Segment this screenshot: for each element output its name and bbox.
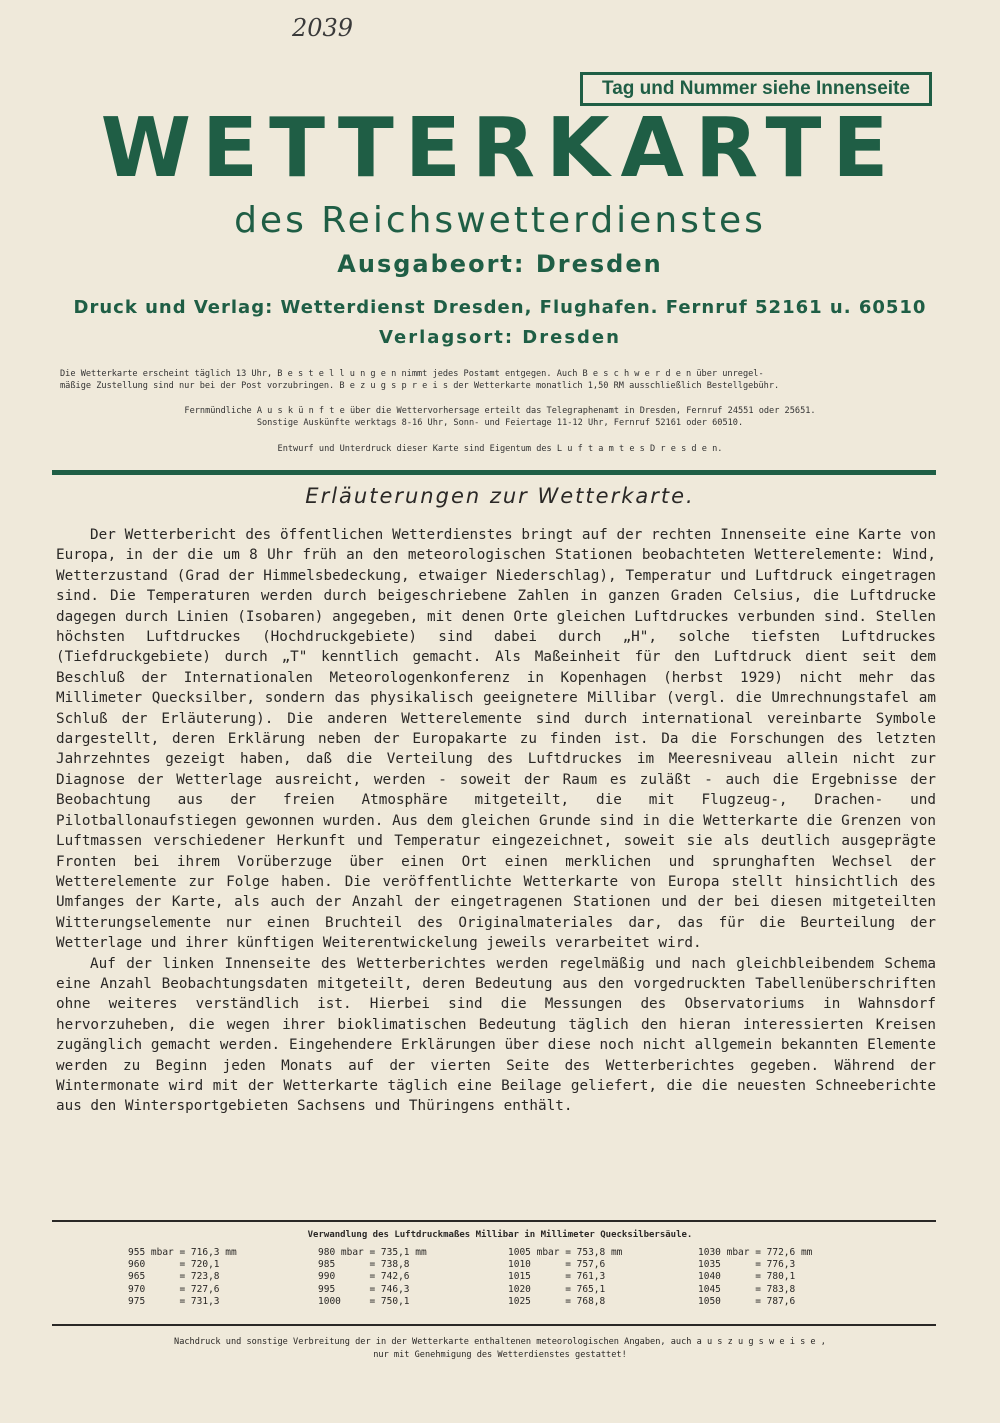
info-line: Fernmündliche A u s k ü n f t e über die Wettervorhersage erteilt das Telegraphenamt in Dresden, Fernruf 24551 oder 25651.	[184, 406, 816, 416]
conversion-row: 1045 = 783,8	[698, 1283, 796, 1295]
info-block-ownership	[60, 443, 940, 455]
conversion-row: 960 = 720,1	[128, 1259, 220, 1271]
conversion-row: 1000 = 750,1	[318, 1295, 410, 1307]
explanation-title: Erläuterungen zur Wetterkarte.	[305, 484, 695, 508]
publisher-line: Druck und Verlag: Wetterdienst Dresden, Flughafen. Fernruf 52161 u. 60510	[73, 297, 927, 318]
conversion-row: 980 mbar = 735,1 mm	[318, 1247, 427, 1258]
paragraph: Auf der linken Innenseite des Wetterberichtes werden regelmäßig und nach gleichbleibendem Schema eine Anzahl Beobachtungsdaten mitgeteilt, deren Bedeutung aus den vorgedruckten Tabellenüberschriften ohne weiteres verständlich ist. Hierbei sind die Messungen des Observatoriums in Wahnsdorf hervorzuheben, die wegen ihrer bioklimatischen Bedeutung täglich den hieran interessierten Kreisen zugänglich gemacht werden. Eingehendere Erklärungen über diese noch nicht allgemein bekannten Elemente werden zu Beginn jeden Monats auf der vierten Seite des Wetterberichtes gegeben. Während der Wintermonate wird mit der Wetterkarte täglich eine Beilage geliefert, die die neuesten Schneeberichte aus den Wintersportgebieten Sachsens und Thüringens enthält.	[56, 955, 936, 1115]
conversion-title: Verwandlung des Luftdruckmaßes Millibar in Millimeter Quecksilbersäule.	[307, 1230, 693, 1240]
footer-notice	[60, 1336, 940, 1362]
conversion-row: 1010 = 757,6	[508, 1259, 606, 1271]
conversion-column	[318, 1247, 508, 1308]
info-line: Entwurf und Unterdruck dieser Karte sind Eigentum des L u f t a m t e s D r e s d e n.	[277, 444, 723, 454]
conversion-row: 1030 mbar = 772,6 mm	[698, 1247, 813, 1258]
explanation-body	[56, 525, 936, 1117]
conversion-row: 1005 mbar = 753,8 mm	[508, 1247, 623, 1258]
conversion-column	[128, 1247, 318, 1308]
info-block-inquiries	[60, 405, 940, 429]
conversion-row: 965 = 723,8	[128, 1271, 220, 1283]
handwritten-number: 2039	[292, 14, 354, 42]
conversion-row: 995 = 746,3	[318, 1283, 410, 1295]
table-divider-bottom	[52, 1324, 936, 1326]
tag-number-box: Tag und Nummer siehe Innenseite	[580, 72, 932, 106]
info-line: Sonstige Auskünfte werktags 8-16 Uhr, Sonn- und Feiertage 11-12 Uhr, Fernruf 52161 oder 60510.	[256, 418, 744, 428]
conversion-row: 955 mbar = 716,3 mm	[128, 1247, 237, 1258]
conversion-column	[698, 1247, 888, 1308]
conversion-row: 1020 = 765,1	[508, 1283, 606, 1295]
conversion-table	[128, 1247, 888, 1308]
info-block-subscription	[60, 368, 940, 392]
conversion-row: 1015 = 761,3	[508, 1271, 606, 1283]
info-line: mäßige Zustellung sind nur bei der Post vorzubringen. B e z u g s p r e i s der Wetterkarte monatlich 1,50 RM ausschließlich Bestellgebühr.	[60, 381, 780, 391]
publication-place: Ausgabeort: Dresden	[337, 250, 663, 278]
conversion-row: 970 = 727,6	[128, 1283, 220, 1295]
conversion-row: 990 = 742,6	[318, 1271, 410, 1283]
header-divider	[52, 470, 936, 475]
publisher-location: Verlagsort: Dresden	[379, 327, 621, 348]
conversion-column	[508, 1247, 698, 1308]
conversion-row: 1035 = 776,3	[698, 1259, 796, 1271]
info-line: Die Wetterkarte erscheint täglich 13 Uhr, B e s t e l l u n g e n nimmt jedes Postamt entgegen. Auch B e s c h w e r d e n über unregel-	[60, 369, 764, 379]
subtitle: des Reichswetterdienstes	[234, 200, 766, 241]
conversion-row: 1040 = 780,1	[698, 1271, 796, 1283]
paragraph: Der Wetterbericht des öffentlichen Wetterdienstes bringt auf der rechten Innenseite eine Karte von Europa, in der die um 8 Uhr früh an den meteorologischen Stationen beobachteten Wetterelemente: Wind, Wetterzustand (Grad der Himmelsbedeckung, etwaiger Niederschlag), Temperatur und Luftdruck eingetragen sind. Die Temperaturen werden durch beigeschriebene Zahlen in ganzen Graden Celsius, die Luftdrucke dagegen durch Linien (Isobaren) angegeben, mit denen Orte gleichen Luftdruckes verbunden sind. Stellen höchsten Luftdruckes (Hochdruckgebiete) sind dabei durch „H", solche tiefsten Luftdruckes (Tiefdruckgebiete) durch „T" kenntlich gemacht. Als Maßeinheit für den Luftdruck dient seit dem Beschluß der Internationalen Meteorologenkonferenz in Kopenhagen (herbst 1929) nicht mehr das Millimeter Quecksilber, sondern das physikalisch geeignetere Millibar (vergl. die Umrechnungstafel am Schluß der Erläuterung). Die anderen Wetterelemente sind durch international vereinbarte Symbole dargestellt, deren Erklärung neben der Europakarte zu finden ist. Da die Forschungen des letzten Jahrzehntes gezeigt haben, daß die Verteilung des Luftdruckes im Meeresniveau allein nicht zur Diagnose der Wetterlage ausreicht, werden - soweit der Raum es zuläßt - auch die Ergebnisse der Beobachtung aus der freien Atmosphäre mitgeteilt, die mit Flugzeug-, Drachen- und Pilotballonaufstiegen gewonnen wurden. Aus dem gleichen Grunde sind in die Wetterkarte die Grenzen von Luftmassen verschiedener Herkunft und Temperatur eingezeichnet, soweit sie als deutlich ausgeprägte Fronten bei ihrem Vorüberzuge über einen Ort einen merklichen und sprunghaften Wechsel der Wetterelemente zur Folge haben. Die veröffentlichte Wetterkarte von Europa stellt hinsichtlich des Umfanges der Karte, als auch der Anzahl der eingetragenen Stationen und der bei diesen mitgeteilten Witterungselemente nur einen Bruchteil des Originalmateriales dar, das für die Beurteilung der Wetterlage und ihrer künftigen Weiterentwickelung jeweils verarbeitet wird.	[56, 527, 936, 952]
conversion-row: 1050 = 787,6	[698, 1295, 796, 1307]
footer-line: nur mit Genehmigung des Wetterdienstes gestattet!	[373, 1350, 627, 1360]
table-divider-top	[52, 1220, 936, 1222]
footer-line: Nachdruck und sonstige Verbreitung der in der Wetterkarte enthaltenen meteorologischen Angaben, auch a u s z u g s w e i s e ,	[174, 1337, 826, 1347]
conversion-row: 985 = 738,8	[318, 1259, 410, 1271]
conversion-row: 975 = 731,3	[128, 1295, 220, 1307]
conversion-row: 1025 = 768,8	[508, 1295, 606, 1307]
page-title: WETTERKARTE	[100, 101, 900, 196]
